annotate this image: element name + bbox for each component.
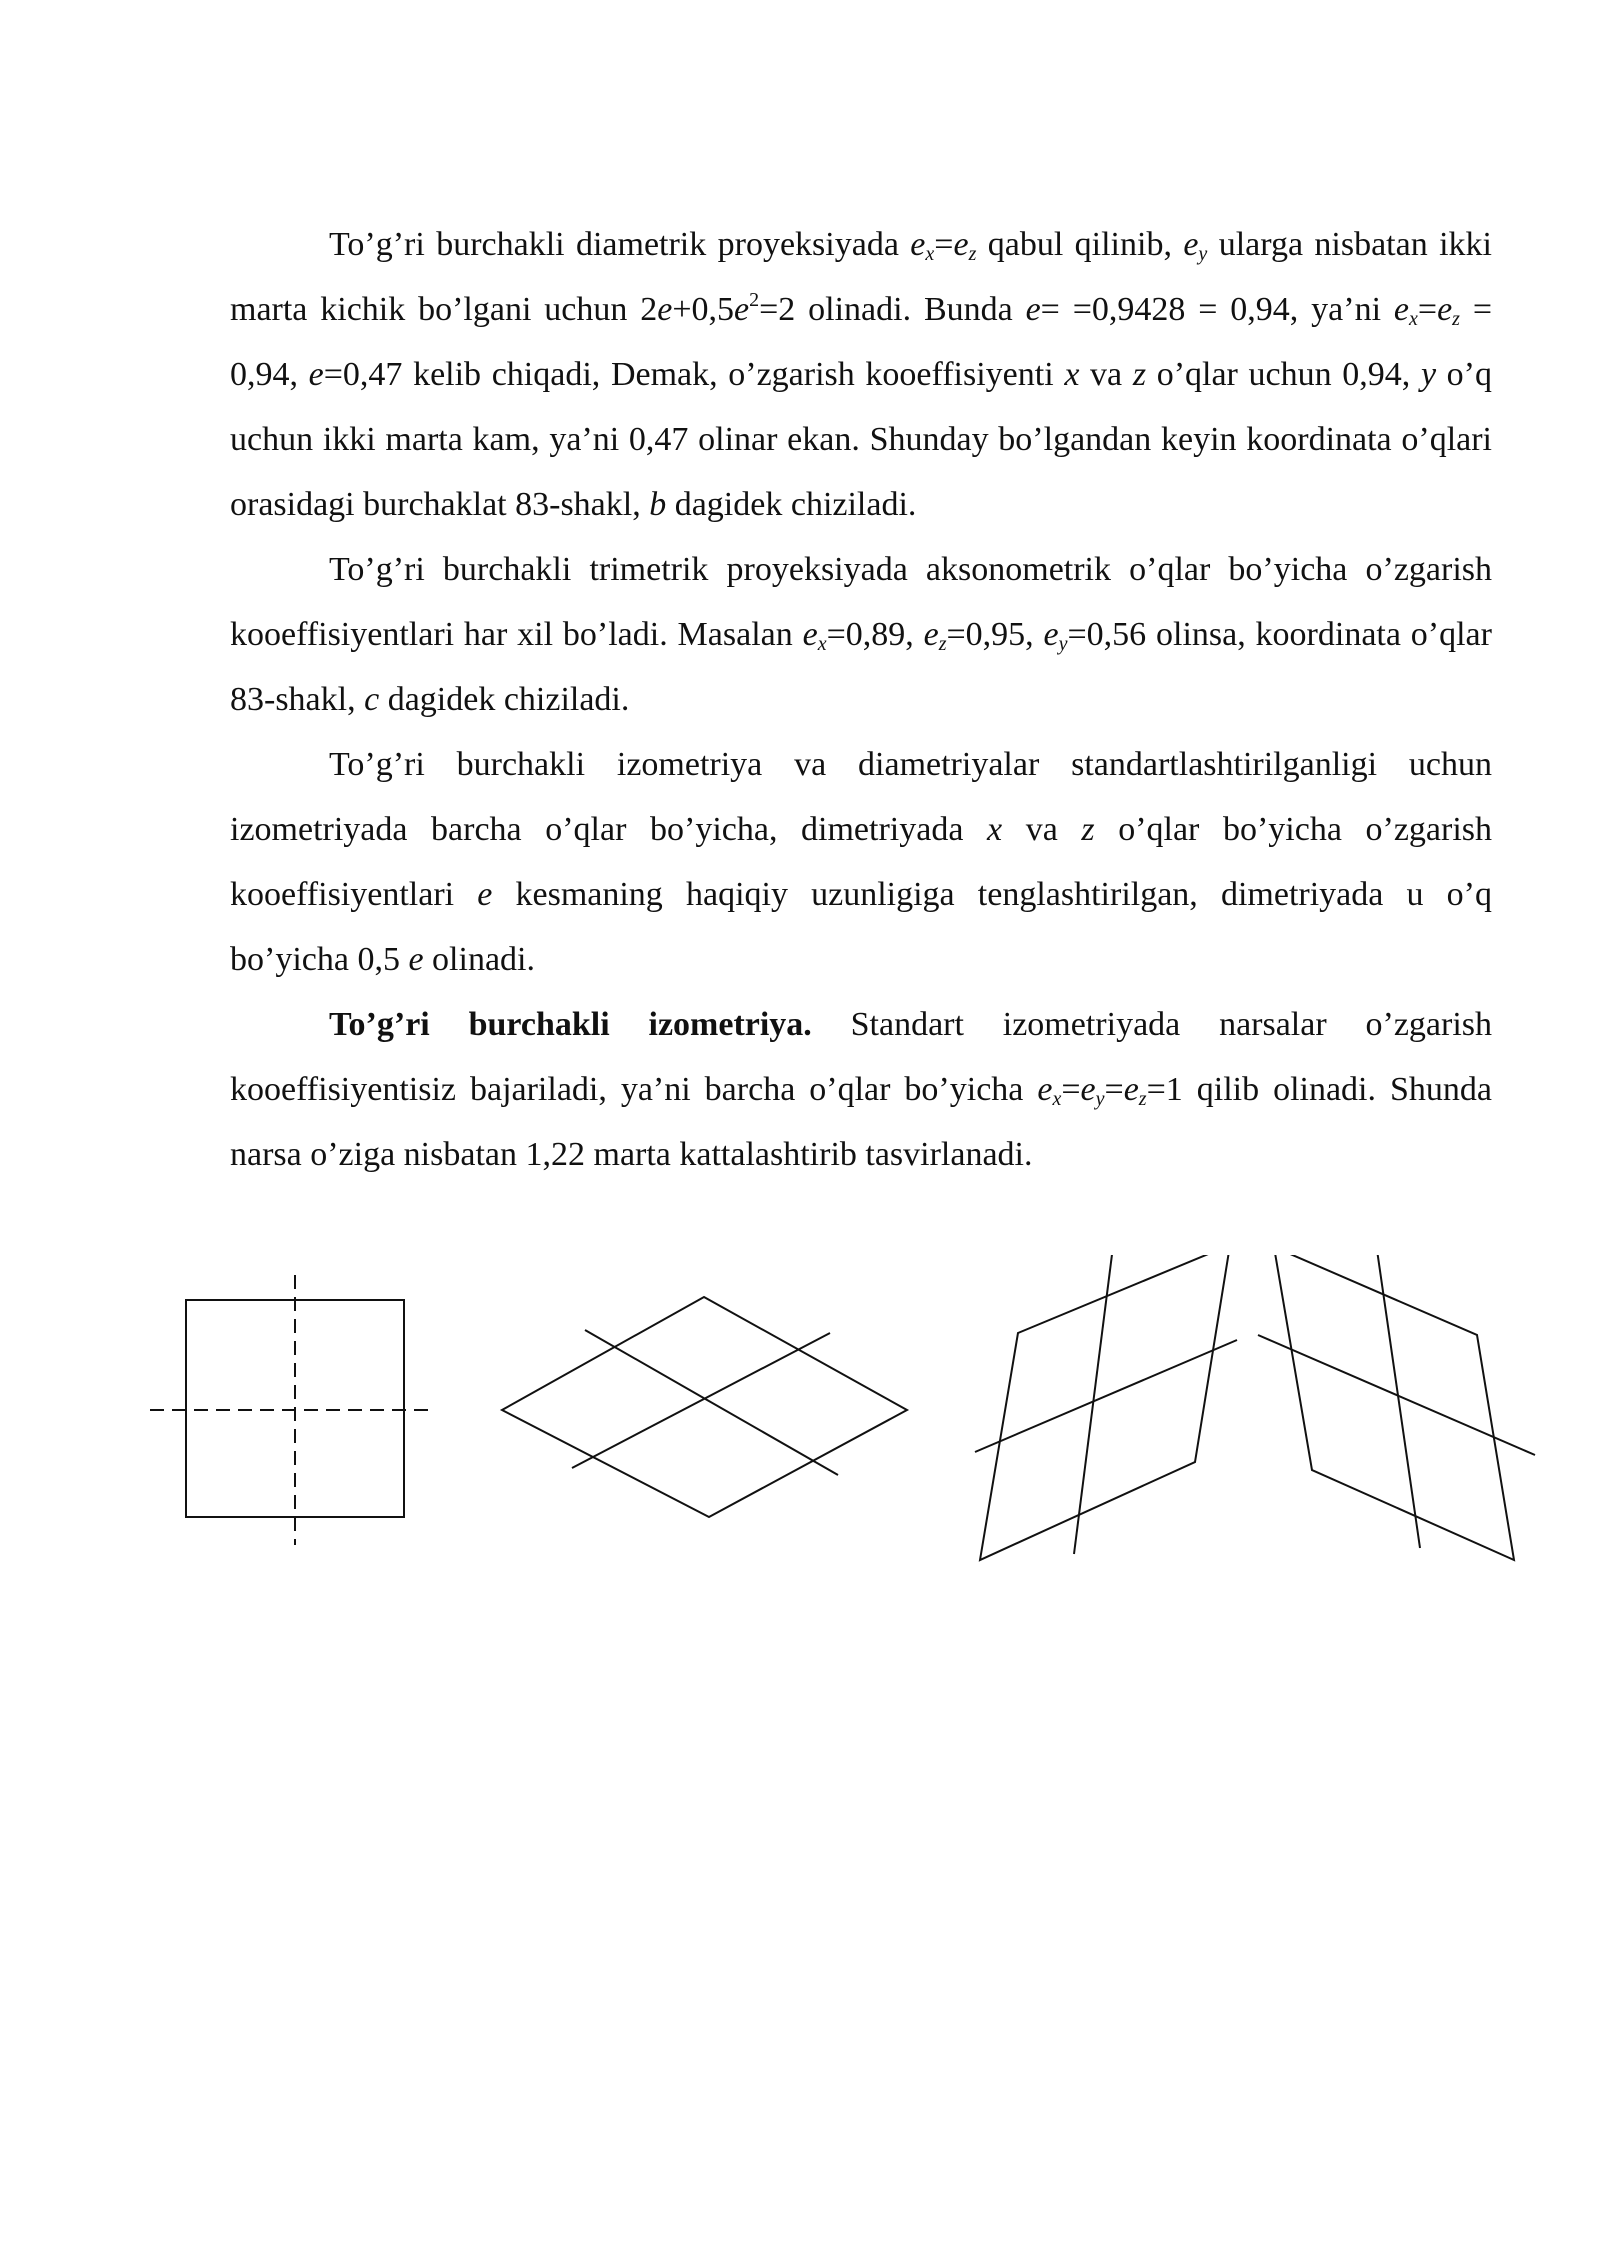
text-segment: Standart izometriyada narsalar o’zgarish kooeffisiyentisiz bajariladi, ya’ni barcha o’qlar bo’yicha <box>230 1006 1492 1108</box>
text-segment: e <box>308 356 324 393</box>
text-segment: e <box>1043 616 1059 653</box>
text-segment: e <box>1183 226 1199 263</box>
text-segment: = <box>1417 291 1438 328</box>
text-segment: 2 <box>749 289 760 311</box>
text-segment: = <box>1061 1071 1081 1108</box>
text-segment: e <box>1080 1071 1096 1108</box>
text-segment: x <box>1064 356 1080 393</box>
text-segment: e <box>1393 291 1409 328</box>
text-segment: va <box>1079 356 1133 393</box>
text-segment: z <box>1132 356 1147 393</box>
text-segment: e <box>1025 291 1041 328</box>
text-segment: x <box>987 811 1003 848</box>
rhombus-outline <box>502 1297 907 1517</box>
text-segment: z <box>1138 1088 1147 1110</box>
text-segment: = =0,9428 = 0,94, ya’ni <box>1040 291 1394 328</box>
text-segment: ularga nisbatan ikki marta kichik bo’lgani uchun 2 <box>230 226 1492 328</box>
rhombus-axis-1 <box>585 1330 838 1475</box>
text-segment: y <box>1420 356 1437 393</box>
text-segment: y <box>1198 243 1208 265</box>
text-segment: e <box>953 226 969 263</box>
text-segment: =1 qilib olinadi. Shunda narsa o’ziga nisbatan 1,22 marta kattalashtirib tasvirlanadi. <box>230 1071 1492 1173</box>
text-segment: = <box>1104 1071 1124 1108</box>
text-segment: e <box>910 226 926 263</box>
paragraph-3 <box>230 732 1492 992</box>
text-segment: =0,47 kelib chiqadi, Demak, o’zgarish kooeffisiyenti <box>323 356 1065 393</box>
text-segment: =2 olinadi. Bunda <box>759 291 1026 328</box>
text-segment: e <box>408 941 424 978</box>
text-segment: e <box>477 876 493 913</box>
text-segment: +0,5 <box>672 291 735 328</box>
text-segment: o’q uchun ikki marta kam, ya’ni 0,47 olinar ekan. Shunday bo’lgandan keyin koordinata o’qlari orasidagi burchaklat 83-shakl, <box>230 356 1493 523</box>
text-segment: =0,89, <box>826 616 924 653</box>
text-segment: z <box>938 633 947 655</box>
text-segment: x <box>1408 308 1418 330</box>
text-segment: e <box>657 291 673 328</box>
text-segment: z <box>1081 811 1095 848</box>
text-segment: y <box>1058 633 1068 655</box>
text-segment: dagidek chiziladi. <box>379 681 630 718</box>
parallelogram-right-figure <box>1258 1255 1535 1560</box>
text-segment: kesmaning haqiqiy uzunligiga tenglashtirilgan, dimetriyada u o’q bo’yicha 0,5 <box>230 876 1492 978</box>
paragraph-2 <box>230 537 1492 732</box>
text-segment: va <box>1002 811 1082 848</box>
text-segment: e <box>734 291 750 328</box>
text-segment: =0,95, <box>946 616 1044 653</box>
paragraph-1 <box>230 212 1492 537</box>
text-segment: olinadi. <box>423 941 535 978</box>
text-segment: x <box>1052 1088 1062 1110</box>
text-segment: e <box>802 616 818 653</box>
text-segment: o’qlar bo’yicha o’zgarish kooeffisiyentlari <box>230 811 1493 913</box>
text-segment: e <box>1123 1071 1139 1108</box>
parallelogram-right-outline <box>1274 1255 1514 1560</box>
paragraph-4 <box>230 992 1492 1187</box>
text-segment: dagidek chiziladi. <box>666 486 917 523</box>
parallelogram-left-outline <box>980 1255 1230 1560</box>
text-segment: qabul qilinib, <box>976 226 1184 263</box>
text-segment: x <box>925 243 935 265</box>
text-segment: e <box>1437 291 1453 328</box>
text-segment: x <box>817 633 827 655</box>
text-segment: b <box>649 486 667 523</box>
text-segment: To’g’ri burchakli izometriya. <box>329 1006 812 1043</box>
parallelogram-left-figure <box>975 1255 1237 1560</box>
text-segment: = 0,94, <box>230 291 1492 393</box>
text-segment: To’g’ri burchakli trimetrik proyeksiyada aksonometrik o’qlar bo’yicha o’zgarish kooeffisiyentlari har xil bo’ladi. Masalan <box>230 551 1492 653</box>
text-segment: = <box>934 226 954 263</box>
text-segment: e <box>923 616 939 653</box>
text-segment: o’qlar uchun 0,94, <box>1146 356 1421 393</box>
text-segment: z <box>968 243 977 265</box>
square-figure <box>150 1275 432 1545</box>
text-segment: To’g’ri burchakli diametrik proyeksiyada <box>329 226 911 263</box>
figure-83 <box>0 1255 1600 1595</box>
rhombus-figure <box>502 1297 907 1517</box>
text-segment: c <box>364 681 380 718</box>
body-text <box>230 212 1492 1187</box>
text-segment: To’g’ri burchakli izometriya va diametriyalar standartlashtirilganligi uchun izometriyada barcha o’qlar bo’yicha, dimetriyada <box>230 746 1492 848</box>
text-segment: =0,56 olinsa, koordinata o’qlar 83-shakl, <box>230 616 1492 718</box>
text-segment: e <box>1037 1071 1053 1108</box>
text-segment: z <box>1452 308 1460 330</box>
text-segment: y <box>1095 1088 1105 1110</box>
